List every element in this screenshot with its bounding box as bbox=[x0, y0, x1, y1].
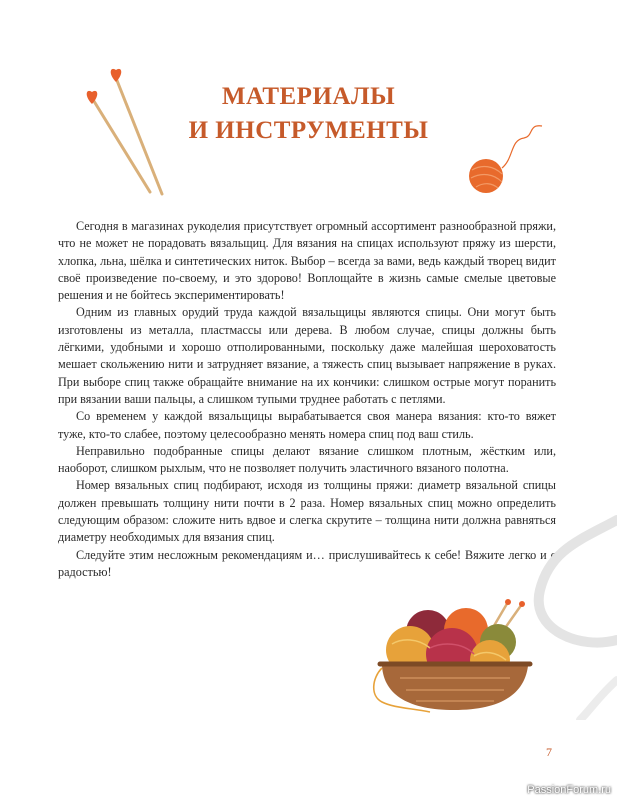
page-title bbox=[0, 80, 617, 148]
body-text bbox=[58, 218, 556, 581]
paragraph: Неправильно подобранные спицы делают вязание слишком плотным, жёстким или, наоборот, слишком рыхлым, что не позволяет получить эластичного вязаного полотна. bbox=[58, 443, 556, 476]
yarn-basket-icon bbox=[370, 596, 540, 716]
paragraph: Со временем у каждой вязальщицы вырабатывается своя манера вязания: кто-то вяжет туже, кто-то слабее, поэтому целесообразно менять номера спиц под ваш стиль. bbox=[58, 409, 556, 441]
watermark: PassionForum.ru bbox=[527, 784, 611, 796]
paragraph: Сегодня в магазинах рукоделия присутствует огромный ассортимент разнообразной пряжи, что не может не порадовать вязальщиц. Для вязания на спицах используют пряжу из шерсти, хлопка, льна, шёлка и синтетических ниток. Выбор – всегда за вами, ведь каждый творец видит своё произведение по-своему, и это здорово! Воплощайте в жизнь самые смелые цветовые решения и не бойтесь экспериментировать! bbox=[58, 219, 556, 303]
page-number: 7 bbox=[546, 745, 552, 759]
title-line-1: МАТЕРИАЛЫ bbox=[221, 83, 396, 110]
paragraph: Одним из главных орудий труда каждой вязальщицы являются спицы. Они могут быть изготовлены из металла, пластмассы или дерева. В любом случае, спицы должны быть лёгкими, удобными и хорошо отполированными, поскольку даже малейшая шероховатость мешает скольжению нити и затрудняет вязание, а тяжесть спиц вызывает напряжение в руках. При выборе спиц также обращайте внимание на их кончики: слишком острые могут поранить при вязании ваши пальцы, а слишком тупыми труднее работать с петлями. bbox=[58, 305, 556, 406]
paragraph: Следуйте этим несложным рекомендациям и… прислушивайтесь к себе! Вяжите легко и с радостью! bbox=[58, 547, 556, 579]
title-line-2: И ИНСТРУМЕНТЫ bbox=[188, 117, 429, 144]
paragraph: Номер вязальных спиц подбирают, исходя из толщины пряжи: диаметр вязальной спицы должен превышать толщину нити почти в 2 раза. Номер вязальных спиц можно определить следующим образом: сложите нить вдвое и слегка скрутите – толщина нити должна равняться диаметру необходимых для вязания спиц. bbox=[58, 478, 556, 545]
